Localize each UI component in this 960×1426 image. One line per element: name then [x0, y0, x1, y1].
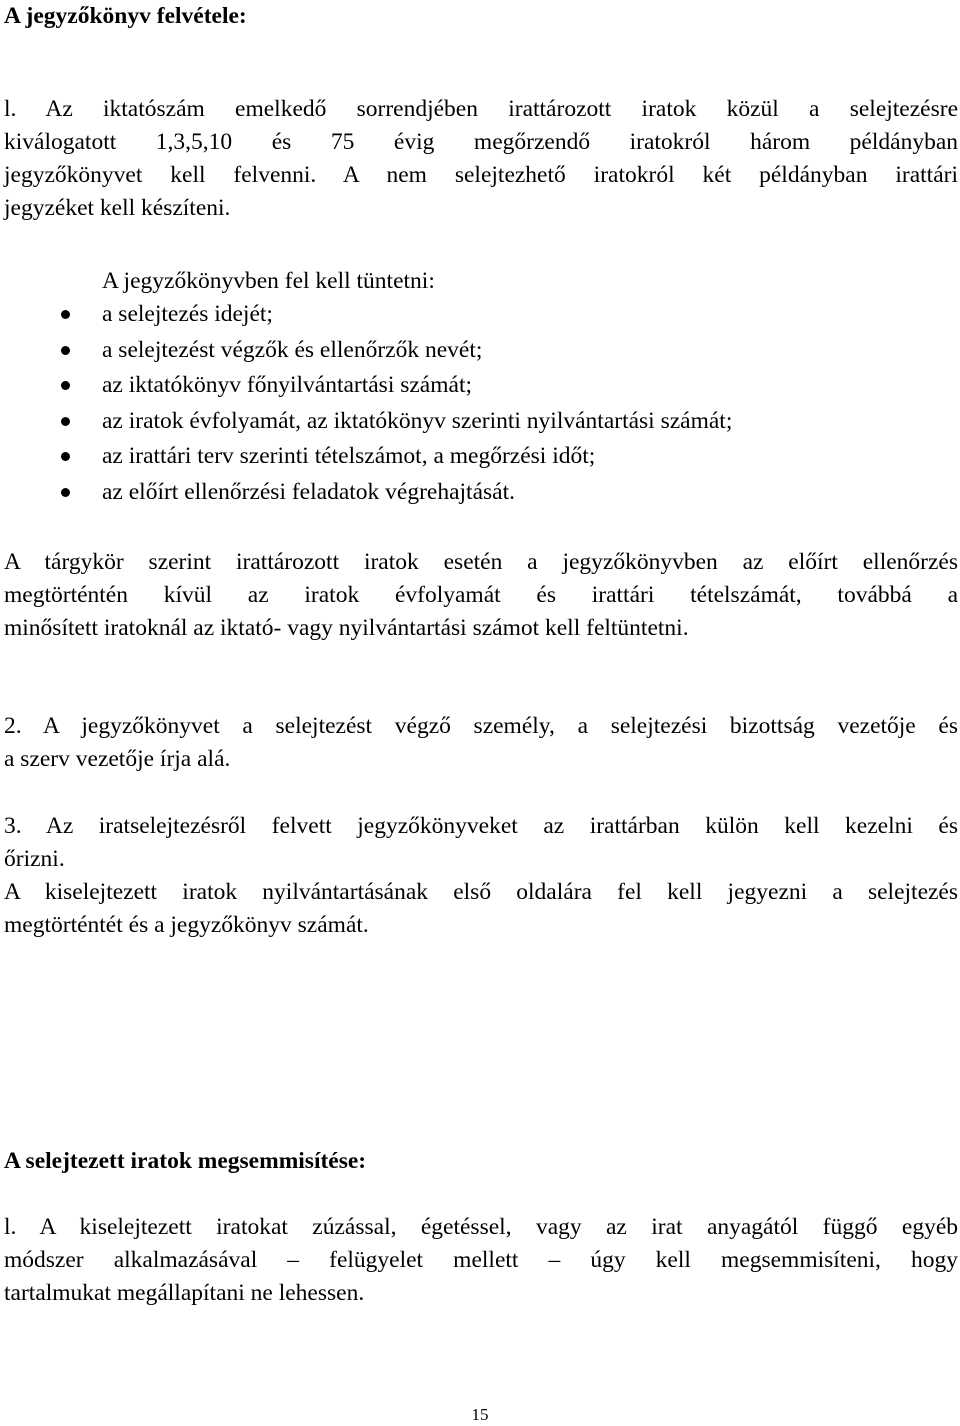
- bullet-icon: [61, 417, 70, 426]
- paragraph-3: [4, 710, 958, 776]
- list-item: [4, 405, 732, 441]
- list-item: [4, 369, 732, 405]
- list-item-text: a selejtezés idejét;: [102, 301, 273, 327]
- bullet-icon: [61, 346, 70, 355]
- paragraph-line: megtörténtét és a jegyzőkönyv számát.: [4, 912, 369, 938]
- list-item: [4, 440, 732, 476]
- paragraph-line: minősített iratoknál az iktató- vagy nyilvántartási számot kell feltüntetni.: [4, 615, 689, 641]
- paragraph-2: [4, 546, 958, 645]
- list-item-text: az előírt ellenőrzési feladatok végrehajtását.: [102, 478, 515, 505]
- paragraph-line: tartalmukat megállapítani ne lehessen.: [4, 1280, 365, 1306]
- bullet-icon: [61, 452, 70, 461]
- list-item-text: a selejtezést végzők és ellenőrzők nevét;: [102, 336, 483, 363]
- paragraph-5: [4, 876, 958, 942]
- paragraph-line: l. A kiselejtezett iratokat zúzással, égetéssel, vagy az irat anyagától függő egyéb: [4, 1214, 958, 1240]
- bullet-icon: [61, 381, 70, 390]
- paragraph-line: jegyzéket kell készíteni.: [4, 195, 231, 221]
- bullet-icon: [61, 488, 70, 497]
- paragraph-line: a szerv vezetője írja alá.: [4, 746, 231, 772]
- page-number: 15: [471, 1405, 489, 1424]
- paragraph-line: kiválogatott 1,3,5,10 és 75 évig megőrzendő iratokról három példányban: [4, 129, 958, 155]
- section-heading-jegyzokonyv: A jegyzőkönyv felvétele:: [4, 3, 247, 29]
- paragraph-line: módszer alkalmazásával – felügyelet mellett – úgy kell megsemmisíteni, hogy: [4, 1247, 958, 1273]
- paragraph-1: [4, 93, 958, 225]
- paragraph-line: A tárgykör szerint irattározott iratok esetén a jegyzőkönyvben az előírt ellenőrzés: [4, 549, 958, 575]
- list-item: [4, 334, 732, 370]
- list-item-text: az iratok évfolyamát, az iktatókönyv szerinti nyilvántartási számát;: [102, 407, 733, 434]
- paragraph-megsemmisites: [4, 1211, 958, 1310]
- paragraph-line: őrizni.: [4, 846, 65, 872]
- paragraph-4: [4, 810, 958, 876]
- paragraph-line: 3. Az iratselejtezésről felvett jegyzőkönyveket az irattárban külön kell kezelni és: [4, 813, 958, 839]
- section-heading-megsemmisites: A selejtezett iratok megsemmisítése:: [4, 1148, 367, 1174]
- paragraph-line: A kiselejtezett iratok nyilvántartásának első oldalára fel kell jegyezni a selejtezés: [4, 879, 958, 905]
- list-item-text: az iktatókönyv főnyilvántartási számát;: [102, 372, 473, 399]
- paragraph-line: l. Az iktatószám emelkedő sorrendjében irattározott iratok közül a selejtezésre: [4, 96, 958, 122]
- list-intro: A jegyzőkönyvben fel kell tüntetni:: [102, 268, 435, 294]
- paragraph-line: jegyzőkönyvet kell felvenni. A nem selejtezhető iratokról két példányban irattári: [4, 162, 958, 188]
- list-item-text: az irattári terv szerinti tételszámot, a megőrzési időt;: [102, 443, 596, 470]
- paragraph-line: megtörténtén kívül az iratok évfolyamát és irattári tételszámát, továbbá a: [4, 582, 958, 608]
- paragraph-line: 2. A jegyzőkönyvet a selejtezést végző személy, a selejtezési bizottság vezetője és: [4, 713, 958, 739]
- requirements-list: [4, 298, 732, 512]
- bullet-icon: [61, 310, 70, 319]
- list-item: [4, 298, 732, 334]
- list-item: [4, 476, 732, 512]
